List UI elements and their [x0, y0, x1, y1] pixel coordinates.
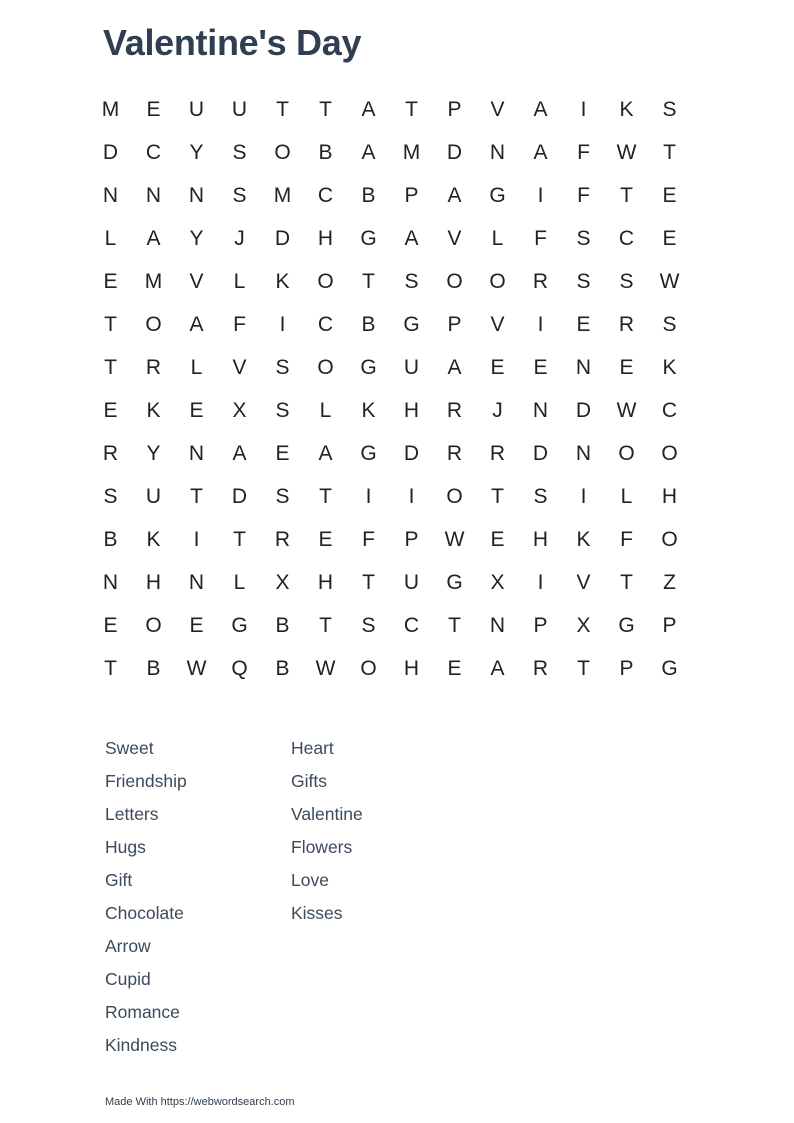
grid-letter: K	[662, 356, 677, 379]
grid-letter: G	[446, 571, 463, 594]
grid-letter: E	[103, 614, 118, 637]
grid-letter: T	[104, 356, 117, 379]
grid-letter: T	[276, 98, 289, 121]
grid-letter: B	[103, 528, 118, 551]
grid-letter: N	[188, 571, 205, 594]
grid-letter: T	[104, 313, 117, 336]
grid-letter: T	[104, 657, 117, 680]
grid-letter: D	[446, 141, 463, 164]
grid-letter: A	[318, 442, 333, 465]
grid-letter: I	[580, 485, 587, 508]
grid-letter: S	[662, 98, 677, 121]
grid-letter: A	[533, 141, 548, 164]
grid-letter: W	[616, 399, 637, 422]
grid-letter: N	[489, 614, 506, 637]
letter-grid	[89, 88, 691, 690]
grid-letter: E	[189, 614, 204, 637]
grid-letter: E	[619, 356, 634, 379]
grid-letter: K	[146, 528, 161, 551]
grid-letter: U	[403, 356, 420, 379]
grid-letter: S	[404, 270, 419, 293]
word-list-item: Heart	[291, 738, 334, 758]
grid-letter: H	[661, 485, 678, 508]
grid-letter: K	[619, 98, 634, 121]
word-list-item: Kindness	[105, 1035, 177, 1055]
grid-letter: D	[575, 399, 592, 422]
word-list-item: Gifts	[291, 771, 327, 791]
word-list-item: Hugs	[105, 837, 146, 857]
grid-letter: B	[361, 184, 376, 207]
grid-letter: F	[362, 528, 375, 551]
word-list-item: Kisses	[291, 903, 343, 923]
grid-row	[89, 432, 691, 475]
grid-row	[89, 604, 691, 647]
grid-letter: S	[103, 485, 118, 508]
grid-letter: A	[189, 313, 204, 336]
grid-letter: D	[532, 442, 549, 465]
grid-letter: P	[447, 98, 462, 121]
grid-letter: W	[616, 141, 637, 164]
grid-letter: T	[448, 614, 461, 637]
grid-letter: D	[403, 442, 420, 465]
page-title: Valentine's Day	[103, 22, 362, 63]
grid-letter: I	[537, 313, 544, 336]
grid-letter: I	[279, 313, 286, 336]
grid-letter: L	[319, 399, 332, 422]
grid-letter: V	[490, 98, 505, 121]
grid-letter: X	[490, 571, 505, 594]
grid-letter: A	[533, 98, 548, 121]
grid-row	[89, 389, 691, 432]
grid-letter: E	[490, 528, 505, 551]
grid-letter: C	[618, 227, 635, 250]
grid-letter: I	[365, 485, 372, 508]
grid-letter: S	[576, 227, 591, 250]
grid-letter: S	[533, 485, 548, 508]
grid-row	[89, 217, 691, 260]
grid-letter: S	[275, 399, 290, 422]
grid-letter: O	[274, 141, 291, 164]
grid-letter: O	[145, 313, 162, 336]
grid-letter: H	[403, 657, 420, 680]
grid-letter: O	[489, 270, 506, 293]
grid-letter: E	[490, 356, 505, 379]
grid-letter: R	[102, 442, 119, 465]
grid-letter: S	[619, 270, 634, 293]
grid-letter: R	[274, 528, 291, 551]
grid-letter: A	[361, 98, 376, 121]
grid-letter: N	[188, 442, 205, 465]
grid-letter: A	[404, 227, 419, 250]
grid-letter: D	[231, 485, 248, 508]
grid-letter: T	[491, 485, 504, 508]
grid-letter: L	[233, 270, 246, 293]
grid-letter: D	[274, 227, 291, 250]
grid-letter: W	[315, 657, 336, 680]
grid-letter: J	[492, 399, 503, 422]
grid-letter: I	[537, 571, 544, 594]
grid-letter: S	[576, 270, 591, 293]
grid-letter: N	[575, 356, 592, 379]
grid-letter: E	[275, 442, 290, 465]
grid-letter: P	[619, 657, 634, 680]
word-list-item: Romance	[105, 1002, 180, 1022]
grid-letter: R	[446, 399, 463, 422]
word-list-item: Love	[291, 870, 329, 890]
grid-letter: E	[318, 528, 333, 551]
word-list-column-2	[291, 737, 363, 935]
grid-letter: S	[662, 313, 677, 336]
word-list-item: Valentine	[291, 804, 363, 824]
grid-letter: T	[233, 528, 246, 551]
grid-letter: U	[231, 98, 248, 121]
grid-letter: C	[403, 614, 420, 637]
grid-letter: N	[145, 184, 162, 207]
grid-letter: T	[319, 98, 332, 121]
grid-row	[89, 260, 691, 303]
grid-letter: F	[534, 227, 547, 250]
grid-letter: E	[662, 227, 677, 250]
grid-letter: P	[533, 614, 548, 637]
grid-letter: W	[444, 528, 465, 551]
grid-letter: R	[532, 270, 549, 293]
grid-letter: Y	[189, 227, 204, 250]
word-list-item: Cupid	[105, 969, 151, 989]
grid-letter: C	[317, 313, 334, 336]
word-list-item: Gift	[105, 870, 133, 890]
grid-letter: E	[103, 270, 118, 293]
grid-letter: G	[360, 227, 377, 250]
grid-letter: V	[447, 227, 462, 250]
grid-letter: H	[317, 571, 334, 594]
grid-letter: F	[233, 313, 246, 336]
grid-letter: B	[275, 657, 290, 680]
grid-row	[89, 561, 691, 604]
grid-letter: H	[403, 399, 420, 422]
grid-row	[89, 131, 691, 174]
grid-letter: L	[104, 227, 117, 250]
grid-letter: R	[618, 313, 635, 336]
word-list-column-1	[105, 737, 187, 1067]
grid-letter: G	[618, 614, 635, 637]
grid-row	[89, 475, 691, 518]
grid-letter: K	[576, 528, 591, 551]
grid-letter: B	[318, 141, 333, 164]
grid-letter: N	[188, 184, 205, 207]
grid-letter: V	[490, 313, 505, 336]
grid-letter: R	[489, 442, 506, 465]
grid-letter: T	[362, 270, 375, 293]
grid-letter: B	[275, 614, 290, 637]
grid-letter: W	[659, 270, 680, 293]
grid-letter: E	[103, 399, 118, 422]
grid-letter: O	[446, 485, 463, 508]
grid-letter: S	[275, 356, 290, 379]
grid-letter: G	[360, 442, 377, 465]
grid-letter: M	[402, 141, 421, 164]
grid-letter: A	[146, 227, 161, 250]
grid-letter: K	[361, 399, 376, 422]
grid-letter: I	[193, 528, 200, 551]
grid-letter: V	[576, 571, 591, 594]
grid-letter: N	[102, 571, 119, 594]
grid-letter: T	[620, 184, 633, 207]
grid-letter: H	[317, 227, 334, 250]
grid-letter: O	[618, 442, 635, 465]
grid-letter: B	[146, 657, 161, 680]
grid-letter: B	[361, 313, 376, 336]
grid-letter: R	[532, 657, 549, 680]
grid-letter: N	[102, 184, 119, 207]
grid-letter: H	[532, 528, 549, 551]
grid-letter: F	[577, 141, 590, 164]
grid-letter: V	[232, 356, 247, 379]
word-list-item: Friendship	[105, 771, 187, 791]
grid-letter: X	[275, 571, 290, 594]
grid-letter: G	[403, 313, 420, 336]
grid-letter: L	[233, 571, 246, 594]
grid-letter: E	[576, 313, 591, 336]
grid-letter: O	[661, 528, 678, 551]
grid-letter: K	[275, 270, 290, 293]
grid-letter: E	[662, 184, 677, 207]
grid-letter: E	[189, 399, 204, 422]
grid-letter: Y	[146, 442, 161, 465]
grid-letter: T	[362, 571, 375, 594]
grid-letter: A	[447, 356, 462, 379]
grid-letter: D	[102, 141, 119, 164]
grid-letter: W	[186, 657, 207, 680]
word-list-item: Flowers	[291, 837, 353, 857]
grid-letter: X	[576, 614, 591, 637]
grid-letter: O	[145, 614, 162, 637]
grid-letter: L	[190, 356, 203, 379]
grid-letter: S	[232, 184, 247, 207]
grid-letter: R	[145, 356, 162, 379]
grid-letter: U	[188, 98, 205, 121]
grid-letter: M	[144, 270, 163, 293]
grid-letter: T	[319, 614, 332, 637]
grid-letter: H	[145, 571, 162, 594]
grid-letter: M	[273, 184, 292, 207]
grid-letter: O	[446, 270, 463, 293]
grid-letter: I	[408, 485, 415, 508]
grid-letter: C	[317, 184, 334, 207]
grid-letter: G	[360, 356, 377, 379]
grid-letter: L	[620, 485, 633, 508]
grid-row	[89, 518, 691, 561]
grid-letter: G	[661, 657, 678, 680]
grid-letter: S	[232, 141, 247, 164]
grid-row	[89, 88, 691, 131]
grid-letter: R	[446, 442, 463, 465]
word-list-item: Sweet	[105, 738, 154, 758]
grid-letter: E	[533, 356, 548, 379]
grid-letter: F	[577, 184, 590, 207]
grid-letter: I	[537, 184, 544, 207]
grid-letter: O	[661, 442, 678, 465]
grid-letter: M	[101, 98, 120, 121]
grid-letter: T	[663, 141, 676, 164]
grid-letter: N	[575, 442, 592, 465]
grid-letter: E	[447, 657, 462, 680]
grid-letter: O	[360, 657, 377, 680]
grid-letter: X	[232, 399, 247, 422]
footer-credit: Made With https://webwordsearch.com	[105, 1096, 295, 1108]
grid-letter: P	[447, 313, 462, 336]
grid-letter: F	[620, 528, 633, 551]
grid-letter: S	[275, 485, 290, 508]
grid-letter: T	[620, 571, 633, 594]
grid-letter: Z	[663, 571, 676, 594]
grid-letter: O	[317, 356, 334, 379]
grid-letter: K	[146, 399, 161, 422]
grid-letter: T	[190, 485, 203, 508]
grid-letter: U	[403, 571, 420, 594]
grid-letter: C	[661, 399, 678, 422]
grid-letter: U	[145, 485, 162, 508]
grid-letter: T	[405, 98, 418, 121]
grid-row	[89, 346, 691, 389]
grid-letter: G	[489, 184, 506, 207]
grid-letter: Y	[189, 141, 204, 164]
grid-letter: P	[404, 184, 419, 207]
grid-letter: T	[577, 657, 590, 680]
grid-letter: N	[489, 141, 506, 164]
grid-letter: A	[447, 184, 462, 207]
grid-letter: A	[361, 141, 376, 164]
grid-letter: E	[146, 98, 161, 121]
grid-letter: P	[662, 614, 677, 637]
grid-letter: T	[319, 485, 332, 508]
word-list-item: Letters	[105, 804, 159, 824]
grid-letter: I	[580, 98, 587, 121]
word-list-item: Arrow	[105, 936, 151, 956]
grid-letter: O	[317, 270, 334, 293]
grid-letter: A	[232, 442, 247, 465]
grid-letter: Q	[231, 657, 248, 680]
grid-row	[89, 647, 691, 690]
grid-letter: J	[234, 227, 245, 250]
grid-letter: V	[189, 270, 204, 293]
grid-letter: C	[145, 141, 162, 164]
grid-letter: G	[231, 614, 248, 637]
grid-row	[89, 303, 691, 346]
grid-letter: S	[361, 614, 376, 637]
grid-letter: N	[532, 399, 549, 422]
grid-letter: A	[490, 657, 505, 680]
grid-row	[89, 174, 691, 217]
grid-letter: P	[404, 528, 419, 551]
word-list-item: Chocolate	[105, 903, 184, 923]
grid-letter: L	[491, 227, 504, 250]
